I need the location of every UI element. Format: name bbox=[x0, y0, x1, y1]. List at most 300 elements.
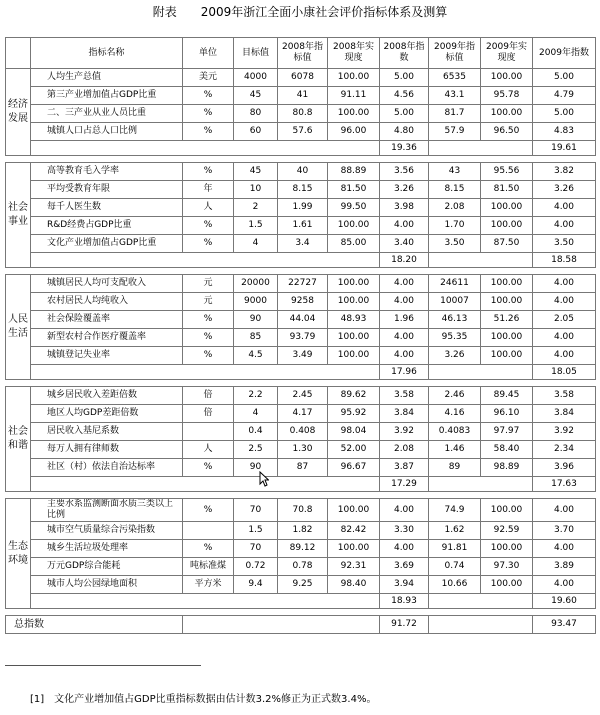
table-cell: 3.49 bbox=[278, 347, 328, 365]
table-cell: 3.40 bbox=[380, 235, 429, 253]
table-cell: 74.9 bbox=[429, 499, 481, 522]
subtotal-blank bbox=[31, 365, 380, 380]
table-row bbox=[6, 540, 596, 558]
indicator-table bbox=[5, 37, 596, 634]
table-cell: 95.35 bbox=[429, 329, 481, 347]
table-cell: 100.00 bbox=[328, 69, 380, 87]
table-cell: 9000 bbox=[234, 293, 278, 311]
subtotal-2009: 19.61 bbox=[533, 141, 596, 156]
table-cell: 81.50 bbox=[481, 181, 533, 199]
table-cell: 4.00 bbox=[380, 329, 429, 347]
table-cell: % bbox=[183, 540, 234, 558]
total-blank bbox=[183, 616, 380, 634]
table-cell: % bbox=[183, 235, 234, 253]
table-cell: 96.67 bbox=[328, 459, 380, 477]
table-cell: 2.34 bbox=[533, 441, 596, 459]
table-cell: 96.50 bbox=[481, 123, 533, 141]
table-cell: 4.00 bbox=[380, 275, 429, 293]
table-cell: 100.00 bbox=[481, 69, 533, 87]
table-cell: 100.00 bbox=[328, 499, 380, 522]
table-cell: 90 bbox=[234, 311, 278, 329]
table-cell: 51.26 bbox=[481, 311, 533, 329]
table-cell: 52.00 bbox=[328, 441, 380, 459]
header-corner bbox=[6, 38, 31, 69]
table-cell: 2.46 bbox=[429, 387, 481, 405]
table-cell: 1.30 bbox=[278, 441, 328, 459]
table-cell: 46.13 bbox=[429, 311, 481, 329]
table-cell: 3.87 bbox=[380, 459, 429, 477]
page-title: 附表 2009年浙江全面小康社会评价指标体系及测算 bbox=[152, 5, 448, 19]
header-cell: 目标值 bbox=[234, 38, 278, 69]
table-cell: 3.84 bbox=[533, 405, 596, 423]
table-cell: 95.78 bbox=[481, 87, 533, 105]
header-cell: 单位 bbox=[183, 38, 234, 69]
table-cell: 3.92 bbox=[533, 423, 596, 441]
table-cell: 89 bbox=[429, 459, 481, 477]
table-cell: 82.42 bbox=[328, 522, 380, 540]
table-row bbox=[6, 522, 596, 540]
table-cell: 97.30 bbox=[481, 558, 533, 576]
table-cell: 倍 bbox=[183, 387, 234, 405]
table-cell: 9.25 bbox=[278, 576, 328, 594]
table-row bbox=[6, 311, 596, 329]
table-cell: 8.15 bbox=[278, 181, 328, 199]
mouse-cursor-icon bbox=[259, 471, 269, 487]
table-cell: 2 bbox=[234, 199, 278, 217]
table-cell: 45 bbox=[234, 87, 278, 105]
table-row bbox=[6, 347, 596, 365]
total-2008: 91.72 bbox=[380, 616, 429, 634]
table-cell: 98.89 bbox=[481, 459, 533, 477]
subtotal-blank bbox=[31, 141, 380, 156]
indicator-name: 社区（村）依法自治达标率 bbox=[31, 459, 183, 477]
table-row bbox=[6, 558, 596, 576]
indicator-name: 主要水系监测断面水质三类以上比例 bbox=[31, 499, 183, 522]
total-row bbox=[6, 616, 596, 634]
subtotal-blank bbox=[31, 253, 380, 268]
table-cell: 5.00 bbox=[380, 105, 429, 123]
table-cell: 3.30 bbox=[380, 522, 429, 540]
table-cell: 85 bbox=[234, 329, 278, 347]
table-cell: 0.408 bbox=[278, 423, 328, 441]
gap-cell bbox=[6, 492, 596, 499]
gap-cell bbox=[6, 380, 596, 387]
category-label: 人民生活 bbox=[6, 275, 31, 380]
table-cell: 1.62 bbox=[429, 522, 481, 540]
indicator-name: R&D经费占GDP比重 bbox=[31, 217, 183, 235]
table-cell: 4.83 bbox=[533, 123, 596, 141]
table-cell: 100.00 bbox=[328, 275, 380, 293]
indicator-name: 文化产业增加值占GDP比重 bbox=[31, 235, 183, 253]
table-cell: 4.00 bbox=[380, 293, 429, 311]
indicator-name: 二、三产业从业人员比重 bbox=[31, 105, 183, 123]
table-cell: 3.82 bbox=[533, 163, 596, 181]
table-cell: 元 bbox=[183, 275, 234, 293]
table-cell: 1.46 bbox=[429, 441, 481, 459]
table-cell: 3.50 bbox=[429, 235, 481, 253]
table-cell: 元 bbox=[183, 293, 234, 311]
subtotal-blank bbox=[429, 365, 533, 380]
table-cell: % bbox=[183, 105, 234, 123]
table-cell: 1.99 bbox=[278, 199, 328, 217]
table-row bbox=[6, 576, 596, 594]
table-cell: 4.5 bbox=[234, 347, 278, 365]
table-cell: 87.50 bbox=[481, 235, 533, 253]
total-blank bbox=[429, 616, 533, 634]
table-cell: % bbox=[183, 123, 234, 141]
indicator-name: 地区人均GDP差距倍数 bbox=[31, 405, 183, 423]
table-cell: 1.82 bbox=[278, 522, 328, 540]
subtotal-blank bbox=[429, 141, 533, 156]
table-cell: 4.00 bbox=[533, 499, 596, 522]
table-cell: 81.50 bbox=[328, 181, 380, 199]
subtotal-row bbox=[6, 365, 596, 380]
table-cell: 100.00 bbox=[481, 293, 533, 311]
table-cell: 90 bbox=[234, 459, 278, 477]
table-cell: 41 bbox=[278, 87, 328, 105]
subtotal-2008: 17.96 bbox=[380, 365, 429, 380]
table-cell: 85.00 bbox=[328, 235, 380, 253]
table-cell bbox=[183, 423, 234, 441]
table-row bbox=[6, 123, 596, 141]
table-cell: 91.11 bbox=[328, 87, 380, 105]
table-cell: 80 bbox=[234, 105, 278, 123]
table-cell: % bbox=[183, 311, 234, 329]
subtotal-blank bbox=[31, 594, 380, 609]
table-cell: 4.00 bbox=[533, 217, 596, 235]
table-cell: 倍 bbox=[183, 405, 234, 423]
indicator-name: 城市空气质量综合污染指数 bbox=[31, 522, 183, 540]
table-cell: 89.45 bbox=[481, 387, 533, 405]
table-row bbox=[6, 69, 596, 87]
table-cell: 100.00 bbox=[481, 105, 533, 123]
table-cell: 3.26 bbox=[533, 181, 596, 199]
header-cell: 2009年指数 bbox=[533, 38, 596, 69]
table-cell: 4.00 bbox=[533, 275, 596, 293]
table-cell: 4.00 bbox=[380, 347, 429, 365]
table-row bbox=[6, 181, 596, 199]
table-cell: 58.40 bbox=[481, 441, 533, 459]
table-body bbox=[6, 69, 596, 634]
table-cell: 4 bbox=[234, 405, 278, 423]
subtotal-row bbox=[6, 477, 596, 492]
table-cell: 95.92 bbox=[328, 405, 380, 423]
table-cell: 人 bbox=[183, 441, 234, 459]
subtotal-blank bbox=[31, 477, 380, 492]
table-cell: 3.50 bbox=[533, 235, 596, 253]
table-cell: % bbox=[183, 163, 234, 181]
subtotal-blank bbox=[429, 477, 533, 492]
table-cell: 平方米 bbox=[183, 576, 234, 594]
indicator-name: 高等教育毛入学率 bbox=[31, 163, 183, 181]
indicator-name: 每千人医生数 bbox=[31, 199, 183, 217]
footnote-divider bbox=[5, 665, 201, 666]
table-cell: 89.62 bbox=[328, 387, 380, 405]
table-cell: 4.00 bbox=[533, 329, 596, 347]
subtotal-blank bbox=[429, 594, 533, 609]
table-cell: 4.00 bbox=[380, 217, 429, 235]
table-cell: 100.00 bbox=[328, 540, 380, 558]
table-cell: 3.94 bbox=[380, 576, 429, 594]
table-cell: 91.81 bbox=[429, 540, 481, 558]
table-cell: 3.96 bbox=[533, 459, 596, 477]
indicator-name: 居民收入基尼系数 bbox=[31, 423, 183, 441]
table-row bbox=[6, 441, 596, 459]
table-cell: 9.4 bbox=[234, 576, 278, 594]
table-cell: 100.00 bbox=[481, 217, 533, 235]
table-cell: 3.84 bbox=[380, 405, 429, 423]
table-cell: 100.00 bbox=[481, 329, 533, 347]
subtotal-2008: 18.20 bbox=[380, 253, 429, 268]
table-cell: 100.00 bbox=[328, 293, 380, 311]
table-cell: 0.72 bbox=[234, 558, 278, 576]
table-cell: 1.5 bbox=[234, 522, 278, 540]
table-cell: 57.6 bbox=[278, 123, 328, 141]
table-cell: 45 bbox=[234, 163, 278, 181]
table-cell: 96.10 bbox=[481, 405, 533, 423]
table-cell: 88.89 bbox=[328, 163, 380, 181]
subtotal-2008: 19.36 bbox=[380, 141, 429, 156]
group-gap bbox=[6, 268, 596, 275]
gap-cell bbox=[6, 609, 596, 616]
table-row bbox=[6, 235, 596, 253]
indicator-name: 城镇人口占总人口比例 bbox=[31, 123, 183, 141]
table-cell: 2.08 bbox=[380, 441, 429, 459]
indicator-name: 第三产业增加值占GDP比重 bbox=[31, 87, 183, 105]
table-cell: 4 bbox=[234, 235, 278, 253]
indicator-name: 新型农村合作医疗覆盖率 bbox=[31, 329, 183, 347]
table-cell: 92.31 bbox=[328, 558, 380, 576]
indicator-name: 农村居民人均纯收入 bbox=[31, 293, 183, 311]
header-row bbox=[6, 38, 596, 69]
table-row bbox=[6, 217, 596, 235]
table-cell: 3.70 bbox=[533, 522, 596, 540]
table-cell: 100.00 bbox=[328, 105, 380, 123]
table-cell: 4.00 bbox=[533, 199, 596, 217]
indicator-name: 平均受教育年限 bbox=[31, 181, 183, 199]
table-cell: 3.56 bbox=[380, 163, 429, 181]
header-cell: 2008年指标值 bbox=[278, 38, 328, 69]
table-cell: 43.1 bbox=[429, 87, 481, 105]
table-cell: 48.93 bbox=[328, 311, 380, 329]
category-label: 生态环境 bbox=[6, 499, 31, 609]
table-cell: 2.5 bbox=[234, 441, 278, 459]
table-cell: 60 bbox=[234, 123, 278, 141]
table-cell: 96.00 bbox=[328, 123, 380, 141]
table-row bbox=[6, 459, 596, 477]
table-cell: 10.66 bbox=[429, 576, 481, 594]
table-cell: 2.45 bbox=[278, 387, 328, 405]
group-gap bbox=[6, 156, 596, 163]
table-cell: 9258 bbox=[278, 293, 328, 311]
table-row bbox=[6, 199, 596, 217]
subtotal-2009: 17.63 bbox=[533, 477, 596, 492]
indicator-name: 城镇居民人均可支配收入 bbox=[31, 275, 183, 293]
table-cell: 98.04 bbox=[328, 423, 380, 441]
table-cell: 10 bbox=[234, 181, 278, 199]
subtotal-row bbox=[6, 253, 596, 268]
table-row bbox=[6, 105, 596, 123]
table-row bbox=[6, 329, 596, 347]
table-cell: 0.4 bbox=[234, 423, 278, 441]
table-cell: 92.59 bbox=[481, 522, 533, 540]
header-cell: 指标名称 bbox=[31, 38, 183, 69]
gap-cell bbox=[6, 156, 596, 163]
table-cell: 4.00 bbox=[533, 347, 596, 365]
total-2009: 93.47 bbox=[533, 616, 596, 634]
table-cell: 4.16 bbox=[429, 405, 481, 423]
table-cell: 1.5 bbox=[234, 217, 278, 235]
table-cell: 10007 bbox=[429, 293, 481, 311]
header-cell: 2008年实现度 bbox=[328, 38, 380, 69]
table-cell: 4.79 bbox=[533, 87, 596, 105]
table-cell: 0.74 bbox=[429, 558, 481, 576]
table-cell: 年 bbox=[183, 181, 234, 199]
subtotal-2008: 17.29 bbox=[380, 477, 429, 492]
table-cell: 99.50 bbox=[328, 199, 380, 217]
table-cell: 4.00 bbox=[533, 540, 596, 558]
table-cell: % bbox=[183, 499, 234, 522]
table-cell: 24611 bbox=[429, 275, 481, 293]
header-cell: 2008年指数 bbox=[380, 38, 429, 69]
table-cell: 70 bbox=[234, 540, 278, 558]
table-cell bbox=[183, 522, 234, 540]
category-label: 社会和谐 bbox=[6, 387, 31, 492]
subtotal-row bbox=[6, 141, 596, 156]
table-cell: 1.61 bbox=[278, 217, 328, 235]
table-row bbox=[6, 163, 596, 181]
table-cell: 100.00 bbox=[328, 217, 380, 235]
table-cell: 0.4083 bbox=[429, 423, 481, 441]
group-gap bbox=[6, 492, 596, 499]
subtotal-2009: 18.05 bbox=[533, 365, 596, 380]
total-label: 总指数 bbox=[6, 616, 183, 634]
table-cell: 100.00 bbox=[481, 499, 533, 522]
group-gap bbox=[6, 380, 596, 387]
table-cell: 89.12 bbox=[278, 540, 328, 558]
indicator-name: 社会保险覆盖率 bbox=[31, 311, 183, 329]
indicator-name: 每万人拥有律师数 bbox=[31, 441, 183, 459]
table-cell: 8.15 bbox=[429, 181, 481, 199]
indicator-name: 城市人均公园绿地面积 bbox=[31, 576, 183, 594]
table-cell: 98.40 bbox=[328, 576, 380, 594]
table-row bbox=[6, 275, 596, 293]
table-cell: 80.8 bbox=[278, 105, 328, 123]
indicator-name: 城乡居民收入差距倍数 bbox=[31, 387, 183, 405]
table-cell: 100.00 bbox=[481, 576, 533, 594]
subtotal-2009: 19.60 bbox=[533, 594, 596, 609]
table-cell: % bbox=[183, 347, 234, 365]
indicator-name: 人均生产总值 bbox=[31, 69, 183, 87]
table-row bbox=[6, 405, 596, 423]
footnote: [1] 文化产业增加值占GDP比重指标数据由估计数3.2%修正为正式数3.4%。 bbox=[30, 694, 377, 705]
category-label: 经济发展 bbox=[6, 69, 31, 156]
table-cell: % bbox=[183, 87, 234, 105]
subtotal-2008: 18.93 bbox=[380, 594, 429, 609]
table-cell: 3.98 bbox=[380, 199, 429, 217]
table-cell: 3.69 bbox=[380, 558, 429, 576]
table-cell: 87 bbox=[278, 459, 328, 477]
table-cell: 6078 bbox=[278, 69, 328, 87]
indicator-name: 城乡生活垃圾处理率 bbox=[31, 540, 183, 558]
table-cell: 70 bbox=[234, 499, 278, 522]
table-cell: % bbox=[183, 329, 234, 347]
table-cell: 4.80 bbox=[380, 123, 429, 141]
table-cell: 5.00 bbox=[533, 69, 596, 87]
table-cell: 40 bbox=[278, 163, 328, 181]
table-cell: 4.56 bbox=[380, 87, 429, 105]
table-cell: 100.00 bbox=[481, 347, 533, 365]
table-cell: 3.26 bbox=[380, 181, 429, 199]
table-cell: 1.70 bbox=[429, 217, 481, 235]
table-cell: % bbox=[183, 217, 234, 235]
table-row bbox=[6, 293, 596, 311]
table-cell: 吨标准煤 bbox=[183, 558, 234, 576]
table-cell: 70.8 bbox=[278, 499, 328, 522]
table-cell: 4.00 bbox=[380, 499, 429, 522]
table-cell: 4.17 bbox=[278, 405, 328, 423]
table-cell: 97.97 bbox=[481, 423, 533, 441]
table-cell: 4000 bbox=[234, 69, 278, 87]
table-cell: 3.26 bbox=[429, 347, 481, 365]
table-cell: 5.00 bbox=[380, 69, 429, 87]
table-cell: 5.00 bbox=[533, 105, 596, 123]
table-cell: 3.4 bbox=[278, 235, 328, 253]
table-cell: 3.58 bbox=[533, 387, 596, 405]
header-cell: 2009年指标值 bbox=[429, 38, 481, 69]
category-label: 社会事业 bbox=[6, 163, 31, 268]
table-cell: 6535 bbox=[429, 69, 481, 87]
table-cell: 100.00 bbox=[481, 540, 533, 558]
table-cell: 2.05 bbox=[533, 311, 596, 329]
indicator-name: 万元GDP综合能耗 bbox=[31, 558, 183, 576]
table-cell: 2.2 bbox=[234, 387, 278, 405]
gap-cell bbox=[6, 268, 596, 275]
table-cell: 20000 bbox=[234, 275, 278, 293]
subtotal-2009: 18.58 bbox=[533, 253, 596, 268]
group-gap bbox=[6, 609, 596, 616]
table-cell: 4.00 bbox=[533, 293, 596, 311]
table-cell: 美元 bbox=[183, 69, 234, 87]
table-cell: 95.56 bbox=[481, 163, 533, 181]
table-cell: 100.00 bbox=[328, 329, 380, 347]
table-row bbox=[6, 387, 596, 405]
table-cell: 43 bbox=[429, 163, 481, 181]
table-cell: 1.96 bbox=[380, 311, 429, 329]
table-cell: 3.89 bbox=[533, 558, 596, 576]
table-cell: 81.7 bbox=[429, 105, 481, 123]
table-cell: 0.78 bbox=[278, 558, 328, 576]
table-row bbox=[6, 87, 596, 105]
table-cell: 3.58 bbox=[380, 387, 429, 405]
table-cell: % bbox=[183, 459, 234, 477]
table-cell: 93.79 bbox=[278, 329, 328, 347]
table-cell: 100.00 bbox=[481, 199, 533, 217]
indicator-name: 城镇登记失业率 bbox=[31, 347, 183, 365]
table-cell: 100.00 bbox=[328, 347, 380, 365]
table-cell: 2.08 bbox=[429, 199, 481, 217]
header-cell: 2009年实现度 bbox=[481, 38, 533, 69]
table-cell: 3.92 bbox=[380, 423, 429, 441]
table-cell: 100.00 bbox=[481, 275, 533, 293]
table-cell: 4.00 bbox=[380, 540, 429, 558]
table-cell: 22727 bbox=[278, 275, 328, 293]
table-cell: 44.04 bbox=[278, 311, 328, 329]
subtotal-blank bbox=[429, 253, 533, 268]
table-row bbox=[6, 499, 596, 522]
table-cell: 57.9 bbox=[429, 123, 481, 141]
table-cell: 4.00 bbox=[533, 576, 596, 594]
